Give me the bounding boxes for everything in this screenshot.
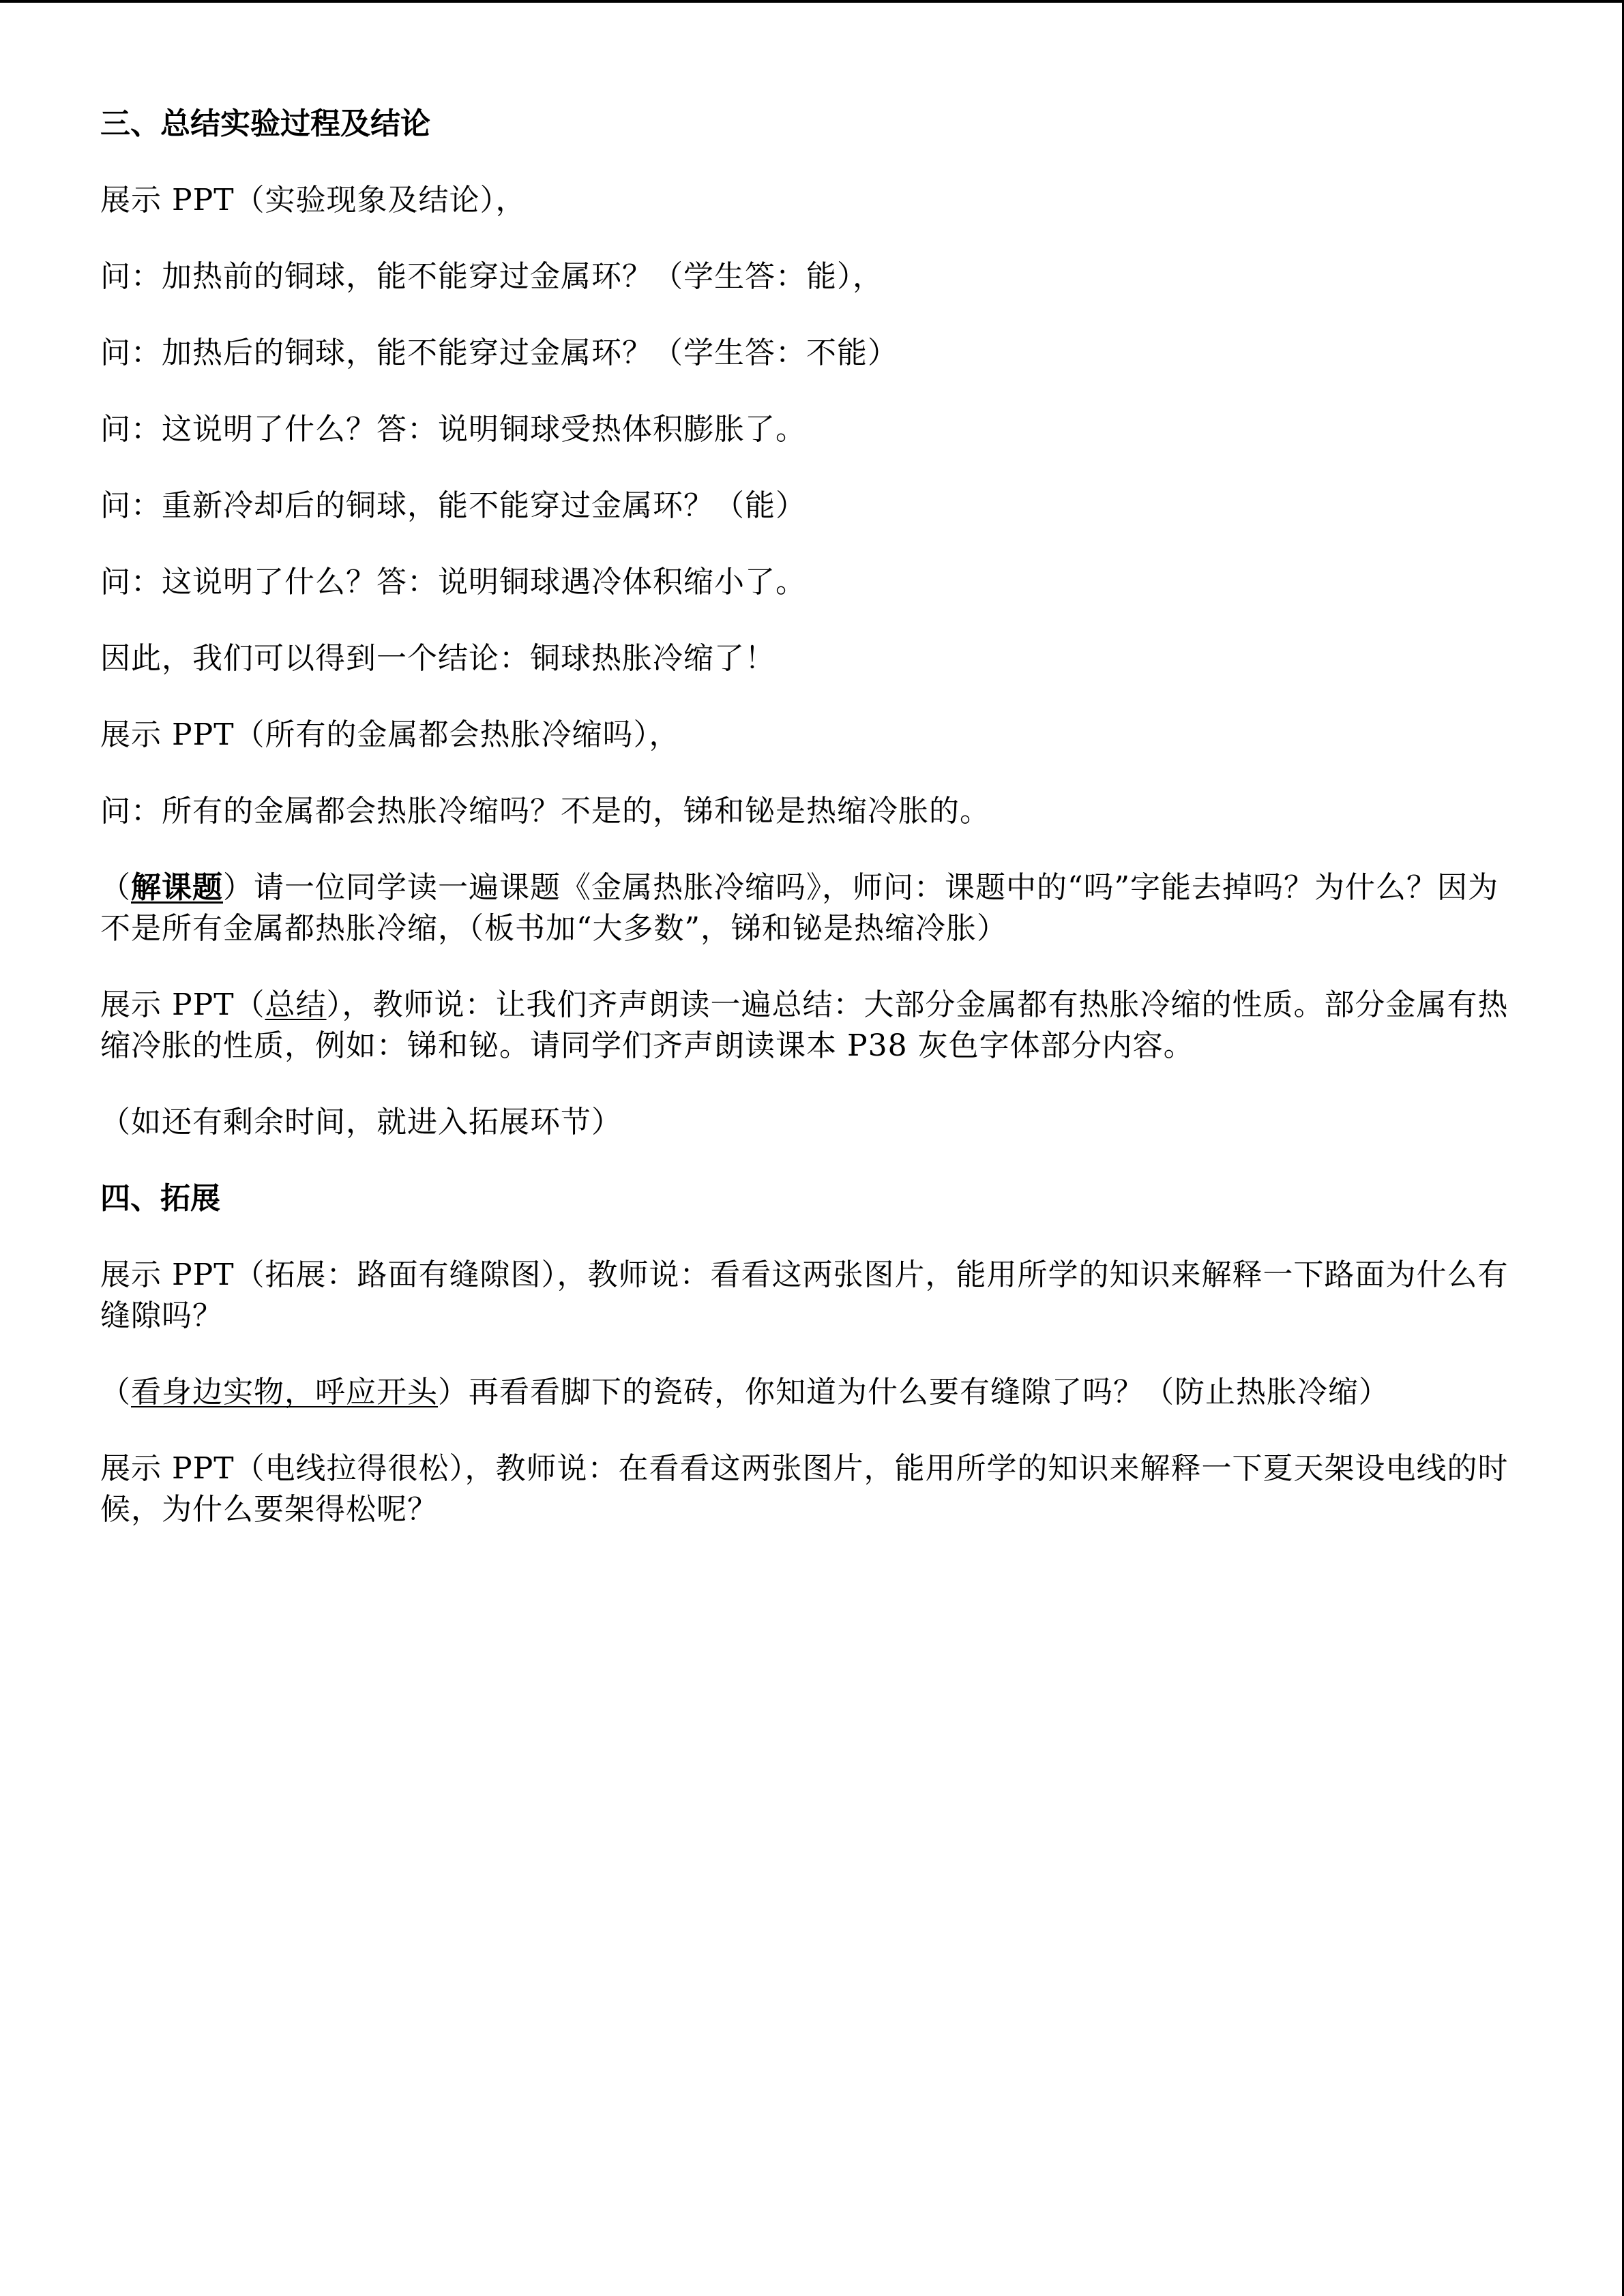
paragraph-remaining-time: （如还有剩余时间，就进入拓展环节） [100, 1105, 622, 1139]
emphasis-real-objects: 看身边实物，呼应开头 [131, 1375, 438, 1410]
paragraph-explain-expansion: 问：这说明了什么？答：说明铜球受热体积膨胀了。 [100, 412, 806, 447]
page-top-border [0, 0, 1624, 3]
paren-open: （ [100, 870, 131, 905]
paragraph-road-gaps: 展示 PPT（拓展：路面有缝隙图），教师说：看看这两张图片，能用所学的知识来解释一下路面为什么有缝隙吗？ [100, 1257, 1509, 1333]
section-4-heading: 四、拓展 [100, 1181, 220, 1216]
emphasis-interpret-title: 解课题 [131, 870, 223, 905]
paragraph-explain-contraction: 问：这说明了什么？答：说明铜球遇冷体积缩小了。 [100, 565, 806, 599]
paragraph-question-before-heating: 问：加热前的铜球，能不能穿过金属环？（学生答：能）， [100, 259, 883, 294]
summary-prefix: 展示 PPT（ [100, 987, 265, 1022]
paragraph-tile-gaps-text: ）再看看脚下的瓷砖，你知道为什么要有缝隙了吗？（防止热胀冷缩） [438, 1375, 1389, 1410]
paren-open: （ [100, 1375, 131, 1410]
emphasis-summary: 总结 [265, 987, 327, 1022]
paragraph-show-ppt-all-metals: 展示 PPT（所有的金属都会热胀冷缩吗）， [100, 717, 680, 752]
paragraph-interpret-title-text: ）请一位同学读一遍课题《金属热胀冷缩吗》，师问：课题中的“吗”字能去掉吗？为什么？因为不是所有金属都热胀冷缩，（板书加“大多数”，锑和铋是热缩冷胀） [100, 870, 1498, 946]
paragraph-question-all-metals: 问：所有的金属都会热胀冷缩吗？不是的，锑和铋是热缩冷胀的。 [100, 794, 990, 829]
paragraph-question-after-cooling: 问：重新冷却后的铜球，能不能穿过金属环？（能） [100, 488, 806, 523]
paragraph-conclusion: 因此，我们可以得到一个结论：铜球热胀冷缩了！ [100, 641, 776, 676]
paragraph-interpret-title [100, 867, 1519, 949]
section-3-heading: 三、总结实验过程及结论 [100, 106, 430, 141]
summary-text: ），教师说：让我们齐声朗读一遍总结：大部分金属都有热胀冷缩的性质。部分金属有热缩冷胀的性质，例如：锑和铋。请同学们齐声朗读课本 P38 灰色字体部分内容。 [100, 987, 1509, 1063]
paragraph-show-ppt-results: 展示 PPT（实验现象及结论）， [100, 183, 527, 218]
document-page [100, 104, 1519, 1566]
paragraph-question-after-heating: 问：加热后的铜球，能不能穿过金属环？（学生答：不能） [100, 336, 898, 370]
paragraph-summary [100, 985, 1519, 1067]
paragraph-tile-gaps [100, 1372, 1519, 1413]
paragraph-power-lines: 展示 PPT（电线拉得很松），教师说：在看看这两张图片，能用所学的知识来解释一下夏天架设电线的时候，为什么要架得松呢？ [100, 1451, 1509, 1527]
